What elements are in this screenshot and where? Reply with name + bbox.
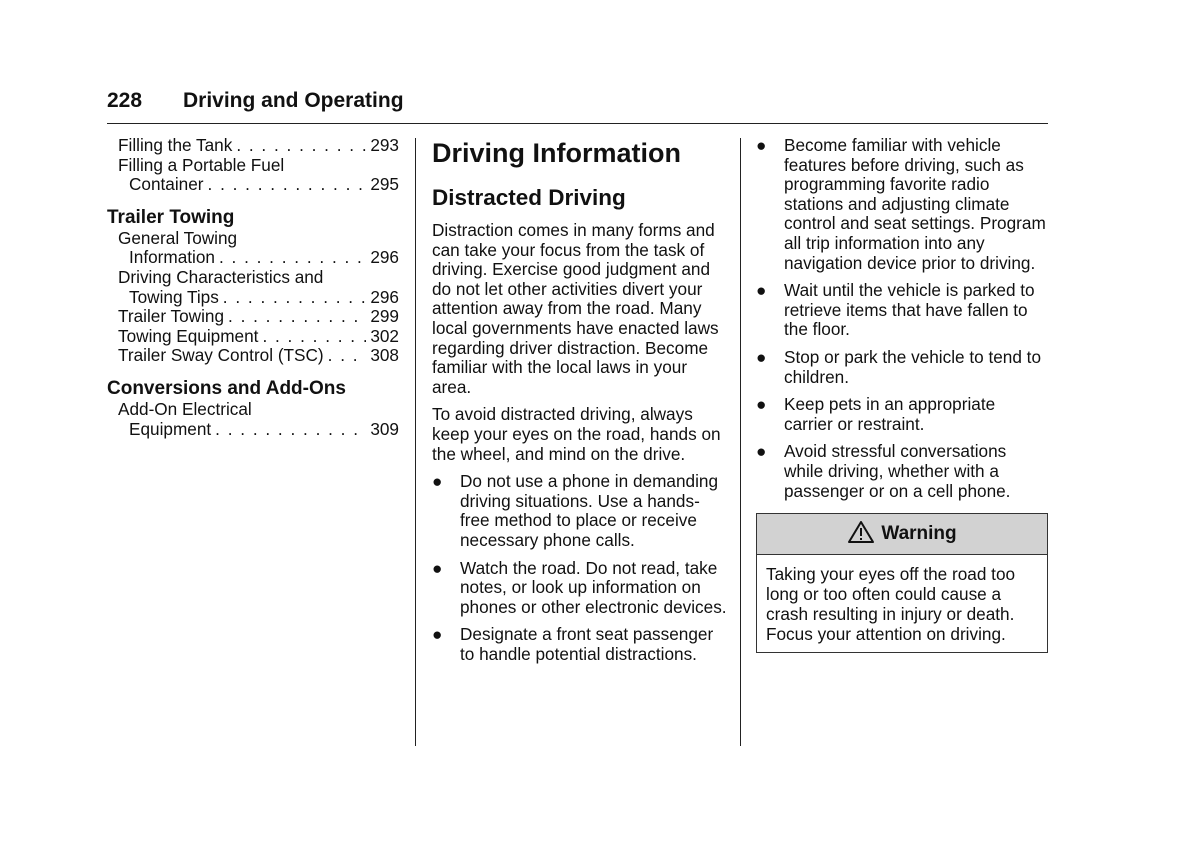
toc-entry-label: Towing Equipment xyxy=(118,325,259,346)
toc-entry-label-cont: Equipment xyxy=(129,418,212,439)
right-column xyxy=(756,136,1048,653)
bullet-icon: ● xyxy=(756,280,767,301)
list-item-text: Watch the road. Do not read, take notes, or look up information on phones or other electronic devices. xyxy=(460,557,727,617)
list-item-text: Do not use a phone in demanding driving situations. Use a hands-free method to place or receive necessary phone calls. xyxy=(460,471,719,550)
toc-entry[interactable] xyxy=(107,268,399,307)
toc-entry[interactable] xyxy=(107,307,399,327)
toc-entry[interactable] xyxy=(107,136,399,156)
warning-box xyxy=(756,513,1048,653)
column-divider-right xyxy=(740,138,741,746)
toc-entry-label: General Towing xyxy=(118,227,238,248)
toc-leader-dots xyxy=(208,175,367,195)
toc-section-heading: Conversions and Add-Ons xyxy=(107,377,346,399)
list-item-text: Wait until the vehicle is parked to retrieve items that have fallen to the floor. xyxy=(784,280,1035,340)
toc-entry-label-cont: Container xyxy=(129,174,204,195)
section-subtitle: Distracted Driving xyxy=(432,185,626,210)
toc-entry-label: Trailer Towing xyxy=(118,306,225,327)
page-title: Driving Information xyxy=(432,138,681,168)
column-divider-left xyxy=(415,138,416,746)
warning-header xyxy=(757,514,1047,555)
toc-entry[interactable] xyxy=(107,346,399,366)
toc-entry-label: Trailer Sway Control (TSC) xyxy=(118,345,324,366)
list-item-text: Become familiar with vehicle features before driving, such as programming favorite radio stations and adjusting climate control and seat settings. Program all trip information into any navigation device prior to driving. xyxy=(784,135,1046,273)
header-rule xyxy=(107,123,1048,124)
toc-entry-label-cont: Towing Tips xyxy=(129,286,219,307)
toc-page-number: 296 xyxy=(370,286,399,307)
page-number: 228 xyxy=(107,89,143,112)
toc-entry-label-cont: Information xyxy=(129,247,215,268)
toc-leader-dots xyxy=(328,346,367,366)
list-item-text: Keep pets in an appropriate carrier or restraint. xyxy=(784,394,996,434)
list-item xyxy=(432,559,727,618)
warning-text: Taking your eyes off the road too long or too often could cause a crash resulting in injury or death. Focus your attention on driving. xyxy=(766,564,1016,645)
toc-entry[interactable] xyxy=(107,229,399,268)
list-item xyxy=(432,472,727,550)
toc-page-number: 295 xyxy=(370,174,399,195)
body-paragraph: To avoid distracted driving, always keep your eyes on the road, hands on the wheel, and mind on the drive. xyxy=(432,404,721,464)
bullet-icon: ● xyxy=(756,441,767,462)
bullet-icon: ● xyxy=(756,394,767,415)
bullet-icon: ● xyxy=(432,557,443,578)
body-paragraph: Distraction comes in many forms and can take your focus from the task of driving. Exercise good judgment and do not let other activities divert your attention away from the road. Many local governments have enacted laws regarding driver distraction. Become familiar with the local laws in your area. xyxy=(432,220,719,397)
toc-leader-dots xyxy=(223,288,367,308)
toc-page-number: 308 xyxy=(370,345,399,366)
section-title: Driving and Operating xyxy=(183,89,404,112)
toc-entry-label: Driving Characteristics and xyxy=(118,266,324,287)
warning-triangle-icon xyxy=(847,520,875,544)
toc-column xyxy=(107,136,399,439)
bullet-icon: ● xyxy=(756,346,767,367)
list-item-text: Avoid stressful conversations while driving, whether with a passenger or on a cell phone. xyxy=(784,441,1011,501)
toc-leader-dots xyxy=(228,307,366,327)
bullet-icon: ● xyxy=(432,624,443,645)
toc-leader-dots xyxy=(219,248,366,268)
list-item-text: Stop or park the vehicle to tend to children. xyxy=(784,346,1042,387)
toc-entry[interactable] xyxy=(107,327,399,347)
page-header xyxy=(107,89,404,113)
list-item xyxy=(432,625,727,664)
list-item-text: Designate a front seat passenger to handle potential distractions. xyxy=(460,624,714,664)
toc-page-number: 309 xyxy=(370,418,399,439)
toc-entry-label: Add-On Electrical xyxy=(118,398,252,419)
bullet-icon: ● xyxy=(756,135,767,155)
toc-page-number: 302 xyxy=(370,325,399,346)
toc-page-number: 296 xyxy=(370,247,399,268)
toc-entry-label: Filling the Tank xyxy=(118,135,233,155)
list-item xyxy=(756,281,1048,340)
toc-leader-dots xyxy=(262,327,366,347)
toc-entry-label: Filling a Portable Fuel xyxy=(118,154,285,175)
bullet-list xyxy=(432,472,727,664)
bullet-list xyxy=(756,136,1048,501)
toc-leader-dots xyxy=(215,420,366,440)
list-item xyxy=(756,348,1048,387)
list-item xyxy=(756,136,1048,273)
list-item xyxy=(756,442,1048,501)
bullet-icon: ● xyxy=(432,471,443,492)
toc-page-number: 293 xyxy=(370,135,399,155)
toc-leader-dots xyxy=(236,136,366,156)
main-column xyxy=(432,136,727,672)
toc-page-number: 299 xyxy=(370,306,399,327)
warning-title: Warning xyxy=(881,523,957,545)
toc-entry[interactable] xyxy=(107,400,399,439)
toc-entry[interactable] xyxy=(107,156,399,195)
list-item xyxy=(756,395,1048,434)
toc-section-heading: Trailer Towing xyxy=(107,206,235,228)
